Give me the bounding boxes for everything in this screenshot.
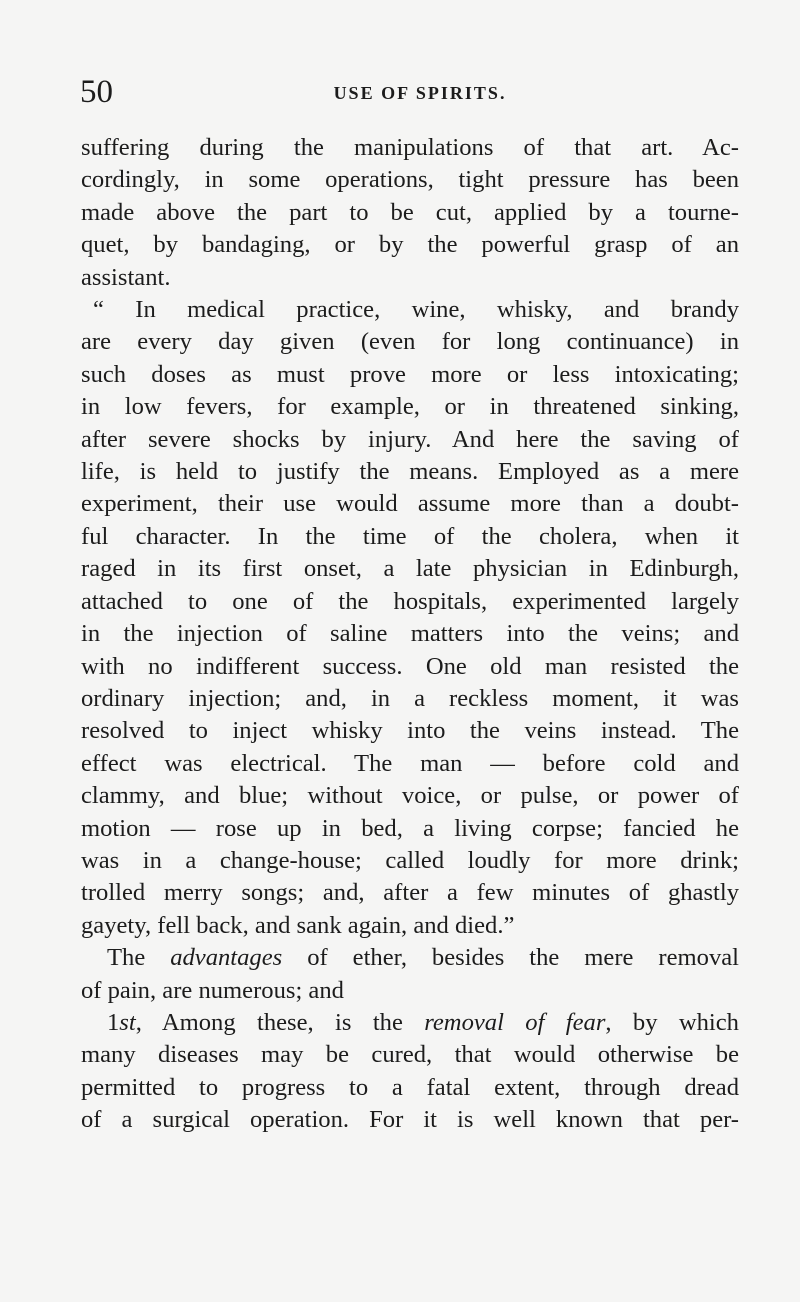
text-run: , by which bbox=[605, 1008, 739, 1036]
body-text bbox=[81, 132, 739, 1137]
text-run: , Among these, is the bbox=[135, 1008, 425, 1036]
text-line: life, is held to justify the means. Employed as a mere bbox=[81, 458, 739, 486]
emphasis-st: st bbox=[119, 1008, 136, 1036]
text-line: clammy, and blue; without voice, or pulse, or power of bbox=[81, 782, 739, 810]
text-line: in low fevers, for example, or in threatened sinking, bbox=[81, 393, 739, 421]
text-line: are every day given (even for long continuance) in bbox=[81, 328, 739, 356]
text-line: many diseases may be cured, that would otherwise be bbox=[81, 1041, 739, 1069]
text-line: was in a change-house; called loudly for more drink; bbox=[81, 846, 739, 874]
text-line: trolled merry songs; and, after a few minutes of ghastly bbox=[81, 879, 739, 907]
text-line: ful character. In the time of the cholera, when it bbox=[81, 522, 739, 550]
text-line: such doses as must prove more or less intoxicating; bbox=[81, 360, 739, 388]
text-line: in the injection of saline matters into the veins; and bbox=[81, 620, 739, 648]
text-line: “ In medical practice, wine, whisky, and brandy bbox=[93, 296, 739, 324]
text-line: quet, by bandaging, or by the powerful grasp of an bbox=[81, 231, 739, 259]
text-line: gayety, fell back, and sank again, and died.” bbox=[81, 911, 515, 939]
text-line: made above the part to be cut, applied by a tourne- bbox=[81, 198, 739, 226]
text-line: motion — rose up in bed, a living corpse; fancied he bbox=[81, 814, 739, 842]
text-line: after severe shocks by injury. And here the saving of bbox=[81, 425, 739, 453]
text-line: resolved to inject whisky into the veins instead. The bbox=[81, 717, 739, 745]
text-run: 1 bbox=[107, 1008, 120, 1036]
text-line: effect was electrical. The man — before cold and bbox=[81, 749, 739, 777]
text-line: cordingly, in some operations, tight pressure has been bbox=[81, 166, 739, 194]
text-line: experiment, their use would assume more than a doubt- bbox=[81, 490, 739, 518]
text-line: raged in its first onset, a late physician in Edinburgh, bbox=[81, 555, 739, 583]
text-line: ordinary injection; and, in a reckless moment, it was bbox=[81, 684, 739, 712]
text-run: The bbox=[107, 944, 171, 972]
text-line: assistant. bbox=[81, 263, 171, 291]
text-run: of ether, besides the mere removal bbox=[282, 944, 739, 972]
text-line: attached to one of the hospitals, experimented largely bbox=[81, 587, 739, 615]
emphasis-advantages: advantages bbox=[170, 944, 283, 972]
text-line: permitted to progress to a fatal extent, through dread bbox=[81, 1073, 739, 1101]
emphasis-removal-of-fear: removal of fear bbox=[424, 1008, 606, 1036]
text-line: with no indifferent success. One old man resisted the bbox=[81, 652, 739, 680]
running-head: USE OF SPIRITS. bbox=[333, 83, 507, 103]
text-line: suffering during the manipulations of that art. Ac- bbox=[81, 134, 739, 161]
page-header bbox=[80, 72, 760, 112]
text-line bbox=[81, 942, 739, 974]
text-line: of pain, are numerous; and bbox=[81, 976, 344, 1004]
text-line: of a surgical operation. For it is well known that per- bbox=[81, 1106, 739, 1134]
page-number: 50 bbox=[80, 74, 113, 110]
text-line bbox=[81, 1007, 739, 1039]
